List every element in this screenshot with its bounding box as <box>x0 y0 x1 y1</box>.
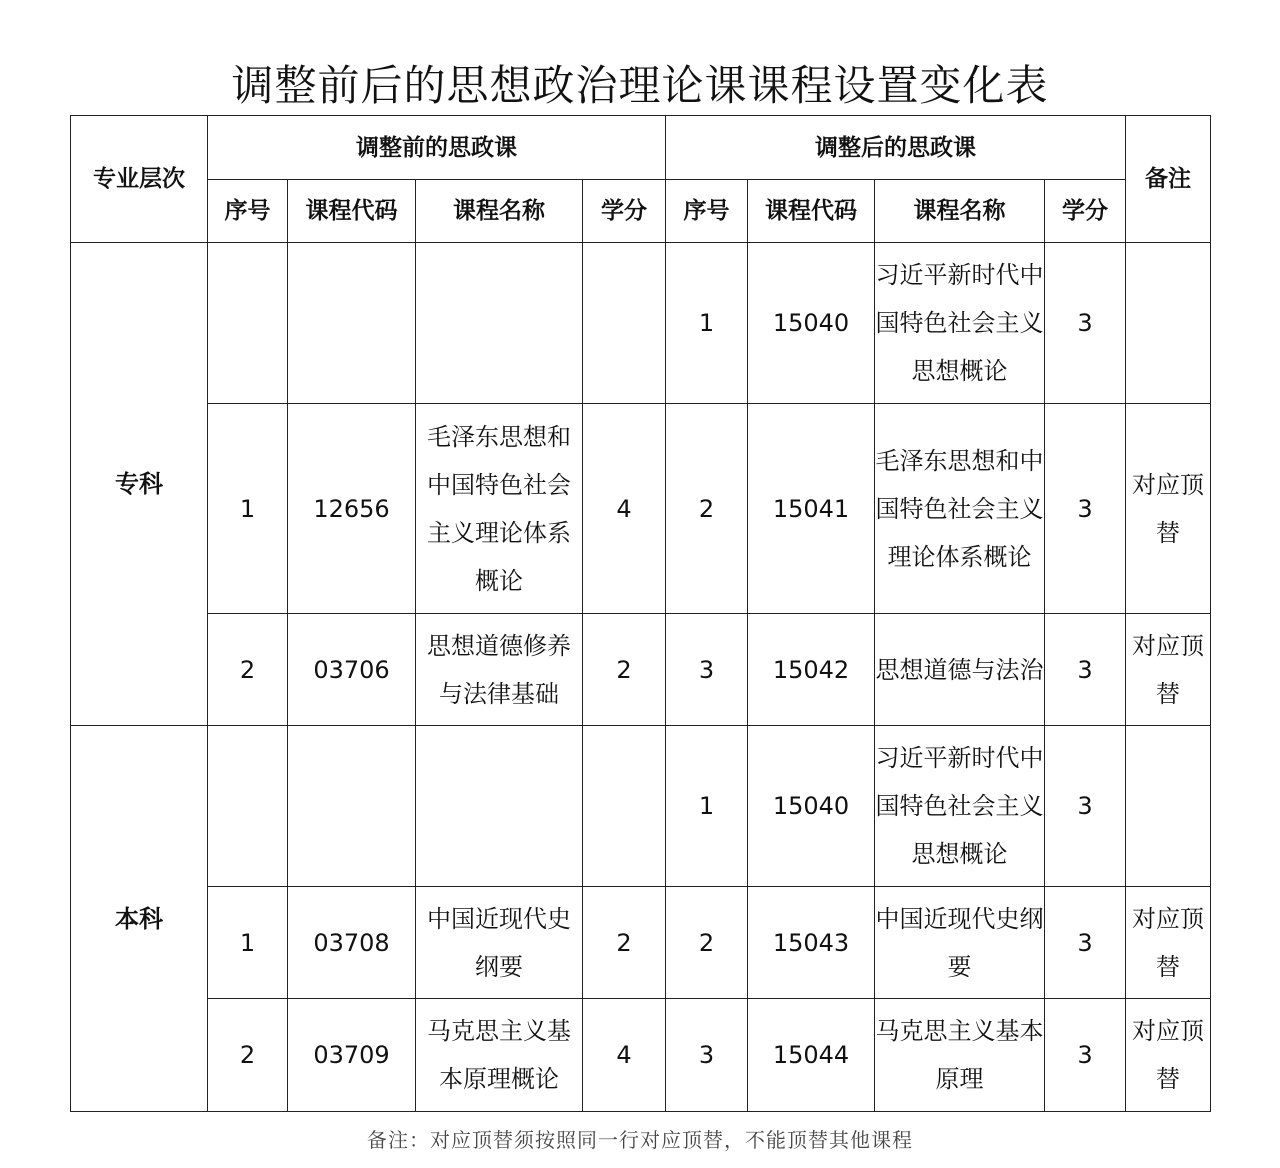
row-note <box>1126 614 1211 726</box>
header-before-group: 调整前的思政课 <box>208 116 666 180</box>
before-name <box>416 887 583 999</box>
before-name <box>416 243 583 404</box>
after-name <box>875 614 1045 726</box>
before-name <box>416 726 583 887</box>
before-name <box>416 404 583 614</box>
header-before-code: 课程代码 <box>288 180 416 243</box>
header-note: 备注 <box>1126 116 1211 243</box>
before-credit: 4 <box>583 404 666 614</box>
before-seq: 2 <box>208 999 288 1112</box>
row-note-text: 对应顶替 <box>1132 904 1204 981</box>
before-code <box>288 726 416 887</box>
header-before-name: 课程名称 <box>416 180 583 243</box>
header-before-seq: 序号 <box>208 180 288 243</box>
after-code: 15040 <box>748 726 875 887</box>
before-credit: 2 <box>583 887 666 999</box>
after-credit: 3 <box>1045 614 1126 726</box>
row-note <box>1126 726 1211 887</box>
before-code: 03706 <box>288 614 416 726</box>
before-code <box>288 243 416 404</box>
row-note-text: 对应顶替 <box>1132 631 1204 708</box>
table-row <box>71 614 1211 726</box>
row-note-text: 对应顶替 <box>1132 1017 1204 1093</box>
row-note <box>1126 243 1211 404</box>
before-seq <box>208 726 288 887</box>
before-name-text: 毛泽东思想和中国特色社会主义理论体系概论 <box>427 422 571 595</box>
after-seq: 2 <box>666 404 748 614</box>
after-credit: 3 <box>1045 404 1126 614</box>
header-before-credit: 学分 <box>583 180 666 243</box>
before-name-text: 思想道德修养与法律基础 <box>427 631 571 708</box>
after-name-text: 中国近现代史纲要 <box>875 904 1044 981</box>
row-note <box>1126 999 1211 1112</box>
header-after-name: 课程名称 <box>875 180 1045 243</box>
after-name <box>875 999 1045 1112</box>
before-name-text: 中国近现代史纲要 <box>427 904 571 981</box>
footnote: 备注：对应顶替须按照同一行对应顶替，不能顶替其他课程 <box>367 1128 913 1152</box>
after-name <box>875 243 1045 404</box>
before-credit: 2 <box>583 614 666 726</box>
after-credit: 3 <box>1045 243 1126 404</box>
before-seq <box>208 243 288 404</box>
before-seq: 2 <box>208 614 288 726</box>
table-row <box>71 404 1211 614</box>
header-row-groups <box>71 116 1211 180</box>
after-name-text: 习近平新时代中国特色社会主义思想概论 <box>875 744 1044 868</box>
course-change-table <box>70 115 1211 1112</box>
level-zhuanke: 专科 <box>71 243 208 726</box>
after-code: 15042 <box>748 614 875 726</box>
after-name <box>875 726 1045 887</box>
after-name-text: 习近平新时代中国特色社会主义思想概论 <box>875 261 1044 385</box>
after-name <box>875 887 1045 999</box>
header-after-seq: 序号 <box>666 180 748 243</box>
row-note <box>1126 887 1211 999</box>
after-code: 15041 <box>748 404 875 614</box>
table-row <box>71 243 1211 404</box>
after-name-text: 毛泽东思想和中国特色社会主义理论体系概论 <box>875 446 1044 571</box>
after-seq: 3 <box>666 999 748 1112</box>
header-after-group: 调整后的思政课 <box>666 116 1126 180</box>
after-code: 15044 <box>748 999 875 1112</box>
before-code: 03709 <box>288 999 416 1112</box>
table-row <box>71 887 1211 999</box>
page-title: 调整前后的思想政治理论课课程设置变化表 <box>231 61 1049 110</box>
before-seq: 1 <box>208 887 288 999</box>
table-row <box>71 726 1211 887</box>
before-credit <box>583 243 666 404</box>
after-name-text: 马克思主义基本原理 <box>875 1017 1044 1093</box>
level-benke: 本科 <box>71 726 208 1112</box>
row-note <box>1126 404 1211 614</box>
header-after-code: 课程代码 <box>748 180 875 243</box>
before-code: 12656 <box>288 404 416 614</box>
before-code: 03708 <box>288 887 416 999</box>
after-seq: 2 <box>666 887 748 999</box>
after-code: 15043 <box>748 887 875 999</box>
after-seq: 3 <box>666 614 748 726</box>
after-name-text: 思想道德与法治 <box>875 655 1044 684</box>
before-name <box>416 614 583 726</box>
table-row <box>71 999 1211 1112</box>
before-name <box>416 999 583 1112</box>
after-credit: 3 <box>1045 887 1126 999</box>
after-name <box>875 404 1045 614</box>
header-row-columns <box>71 180 1211 243</box>
before-credit <box>583 726 666 887</box>
before-seq: 1 <box>208 404 288 614</box>
before-name-text: 马克思主义基本原理概论 <box>427 1017 571 1093</box>
before-credit: 4 <box>583 999 666 1112</box>
after-seq: 1 <box>666 726 748 887</box>
header-after-credit: 学分 <box>1045 180 1126 243</box>
row-note-text: 对应顶替 <box>1132 470 1204 547</box>
after-credit: 3 <box>1045 999 1126 1112</box>
after-code: 15040 <box>748 243 875 404</box>
after-credit: 3 <box>1045 726 1126 887</box>
header-level: 专业层次 <box>71 116 208 243</box>
after-seq: 1 <box>666 243 748 404</box>
